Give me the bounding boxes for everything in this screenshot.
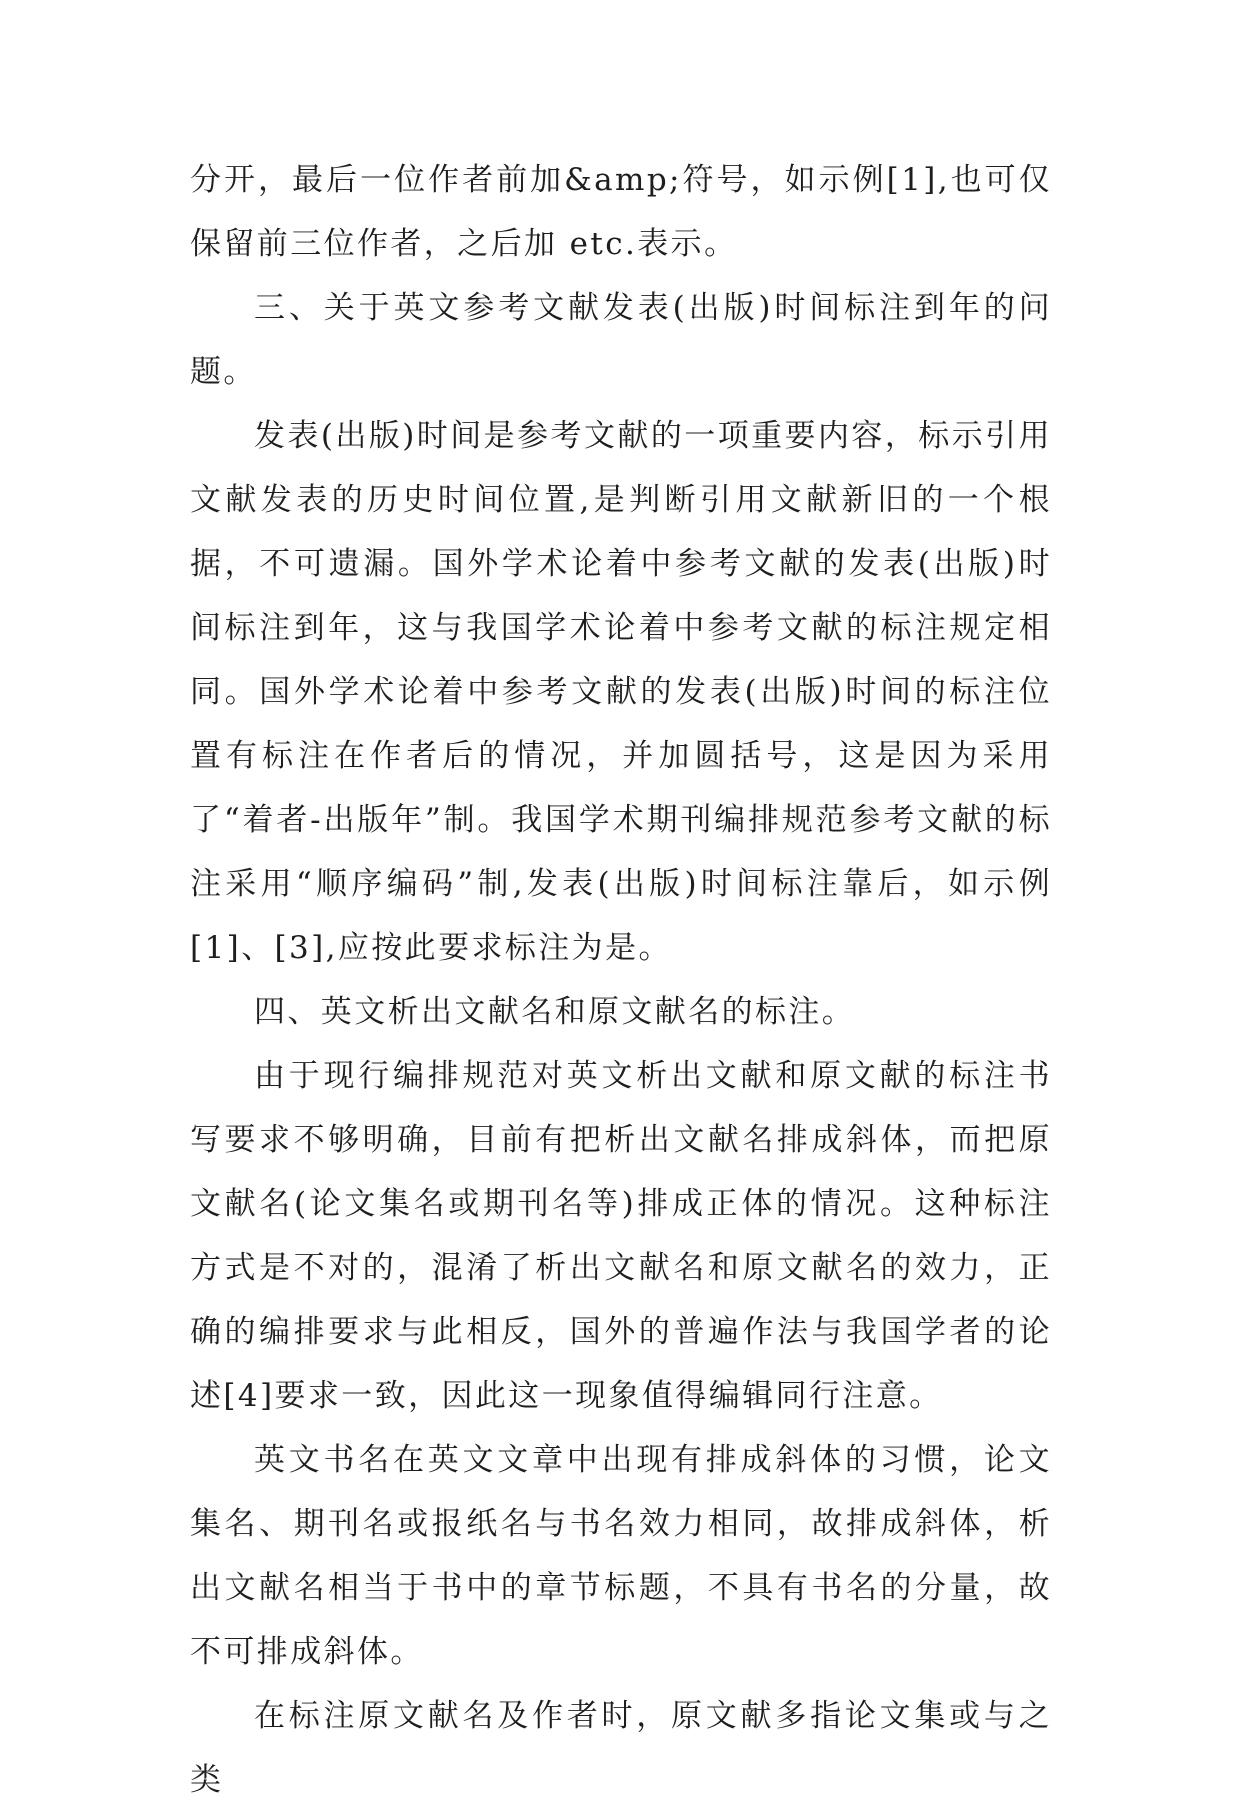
- document-body: [190, 148, 1052, 1812]
- paragraph-italic-convention: 由于现行编排规范对英文析出文献和原文献的标注书写要求不够明确，目前有把析出文献名排成斜体，而把原文献名(论文集名或期刊名等)排成正体的情况。这种标注方式是不对的，混淆了析出文献名和原文献名的效力，正确的编排要求与此相反，国外的普遍作法与我国学者的论述[4]要求一致，因此这一现象值得编辑同行注意。: [190, 1058, 1052, 1414]
- section-heading-four: 四、英文析出文献名和原文献名的标注。: [254, 994, 856, 1030]
- paragraph-author-list-continuation: 分开，最后一位作者前加&amp;符号，如示例[1],也可仅保留前三位作者，之后加 etc.表示。: [190, 162, 1052, 262]
- paragraph-original-document-author: 在标注原文献名及作者时，原文献多指论文集或与之类: [190, 1698, 1052, 1798]
- section-heading-three: 三、关于英文参考文献发表(出版)时间标注到年的问题。: [190, 290, 1052, 390]
- paragraph-book-title-italic: 英文书名在英文文章中出现有排成斜体的习惯，论文集名、期刊名或报纸名与书名效力相同，故排成斜体，析出文献名相当于书中的章节标题，不具有书名的分量，故不可排成斜体。: [190, 1442, 1052, 1670]
- paragraph-publication-time: 发表(出版)时间是参考文献的一项重要内容，标示引用文献发表的历史时间位置,是判断引用文献新旧的一个根据，不可遗漏。国外学术论着中参考文献的发表(出版)时间标注到年，这与我国学术论着中参考文献的标注规定相同。国外学术论着中参考文献的发表(出版)时间的标注位置有标注在作者后的情况，并加圆括号，这是因为采用了“着者-出版年”制。我国学术期刊编排规范参考文献的标注采用“顺序编码”制,发表(出版)时间标注靠后，如示例[1]、[3],应按此要求标注为是。: [190, 418, 1052, 966]
